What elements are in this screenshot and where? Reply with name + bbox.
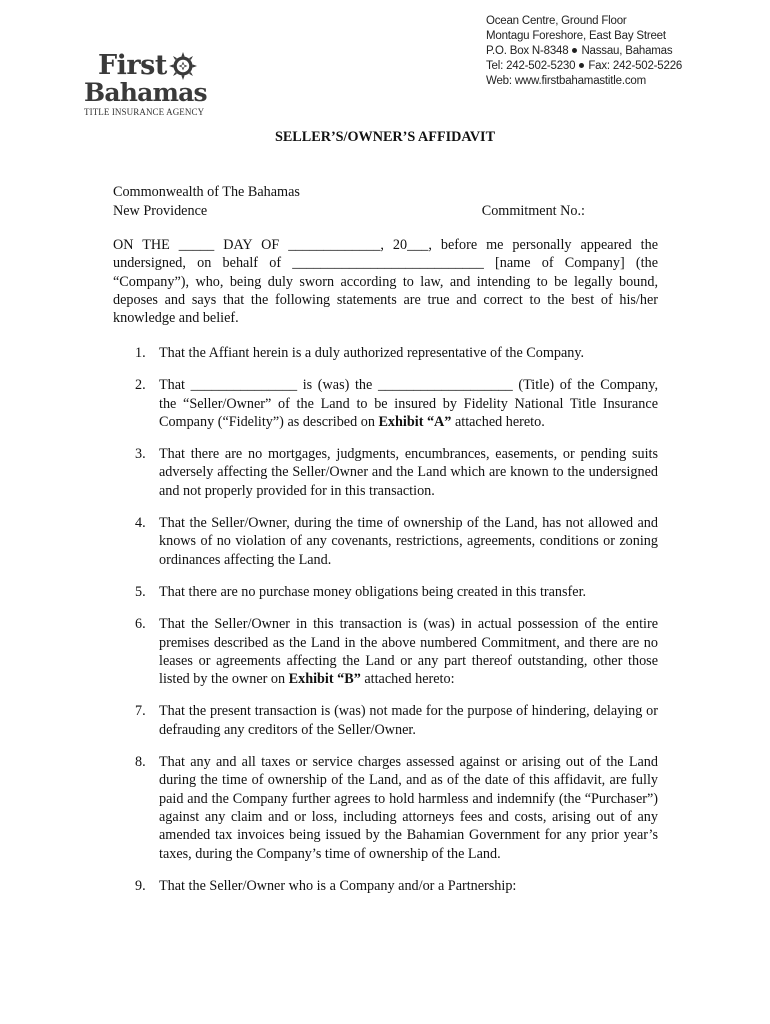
compass-seal-icon <box>169 52 197 80</box>
statement-item: 9. That the Seller/Owner who is a Company and/or a Partnership: <box>135 877 517 894</box>
logo-tagline: TITLE INSURANCE AGENCY <box>84 107 205 117</box>
statement-item: 3. That there are no mortgages, judgments, encumbrances, easements, or pending suits adversely affecting the Seller/Owner and the Land which are known to the undersigned and not properly provided for in this transaction. <box>135 446 658 499</box>
statement-item: 7. That the present transaction is (was) not made for the purpose of hindering, delaying or defrauding any creditors of the Seller/Owner. <box>135 703 658 738</box>
document-title: SELLER’S/OWNER’S AFFIDAVIT <box>274 129 496 145</box>
logo-word-first: First <box>98 50 167 81</box>
statement-item: 6. That the Seller/Owner in this transaction is (was) in actual possession of the entire premises described as the Land in the above numbered Commitment, and there are no leases or agreements affecting the Land or any part thereof outstanding, other those listed by the owner on Exhibit “B” attached hereto: <box>135 616 658 688</box>
address-line <box>486 59 682 74</box>
address-block <box>486 14 682 89</box>
address-line: Montagu Foreshore, East Bay Street <box>486 30 666 42</box>
telephone: Tel: 242-502-5230 <box>486 60 576 72</box>
exhibit-a: Exhibit “A” <box>378 413 452 430</box>
po-box: P.O. Box N-8348 <box>486 45 569 57</box>
district-row <box>113 202 658 221</box>
address-line <box>486 44 682 59</box>
intro-paragraph: ON THE _____ DAY OF _____________, 20___, before me personally appeared the undersigned, on behalf of ___________________________ [name of Company] (the “Company”), who, being duly sworn according to law, and intending to be legally bound, deposes and says that the following statements are true and correct to the best of his/her knowledge and belief. <box>113 237 658 327</box>
website: Web: www.firstbahamastitle.com <box>486 75 646 87</box>
statement-list <box>113 344 658 895</box>
fax: Fax: 242-502-5226 <box>588 60 683 72</box>
commitment-label: Commitment No.: <box>481 203 585 219</box>
bullet-dot-icon <box>572 48 577 53</box>
district: New Providence <box>113 203 208 219</box>
company-logo <box>82 48 222 120</box>
statement-item: 4. That the Seller/Owner, during the time of ownership of the Land, has not allowed and knows of no violation of any covenants, restrictions, agreements, conditions or zoning ordinances affecting the Land. <box>135 515 658 568</box>
city: Nassau, Bahamas <box>581 45 673 57</box>
statement-item: 1. That the Affiant herein is a duly authorized representative of the Company. <box>135 345 585 361</box>
bullet-dot-icon <box>579 63 584 68</box>
jurisdiction-block <box>113 183 658 221</box>
exhibit-b: Exhibit “B” <box>288 671 361 688</box>
statement-item: 5. That there are no purchase money obligations being created in this transfer. <box>135 583 587 600</box>
statement-item: 2. That _______________ is (was) the ___________________ (Title) of the Company, the “Seller/Owner” of the Land to be insured by Fidelity National Title Insurance Company (“Fidelity”) as described on Exhibit “A” attached hereto. <box>135 377 658 430</box>
statement-item: 8. That any and all taxes or service charges assessed against or arising out of the Land during the time of ownership of the Land, and as of the date of this affidavit, are fully paid and the Company further agrees to hold harmless and indemnify (the “Purchaser”) against any claim and or loss, including attorneys fees and costs, arising out of any amended tax invoices being issued by the Bahamian Government for any prior year’s taxes, during the Company’s time of ownership of the Land. <box>135 754 658 862</box>
jurisdiction: Commonwealth of The Bahamas <box>113 184 300 200</box>
address-line: Ocean Centre, Ground Floor <box>486 15 627 27</box>
logo-word-bahamas: Bahamas <box>84 78 207 107</box>
